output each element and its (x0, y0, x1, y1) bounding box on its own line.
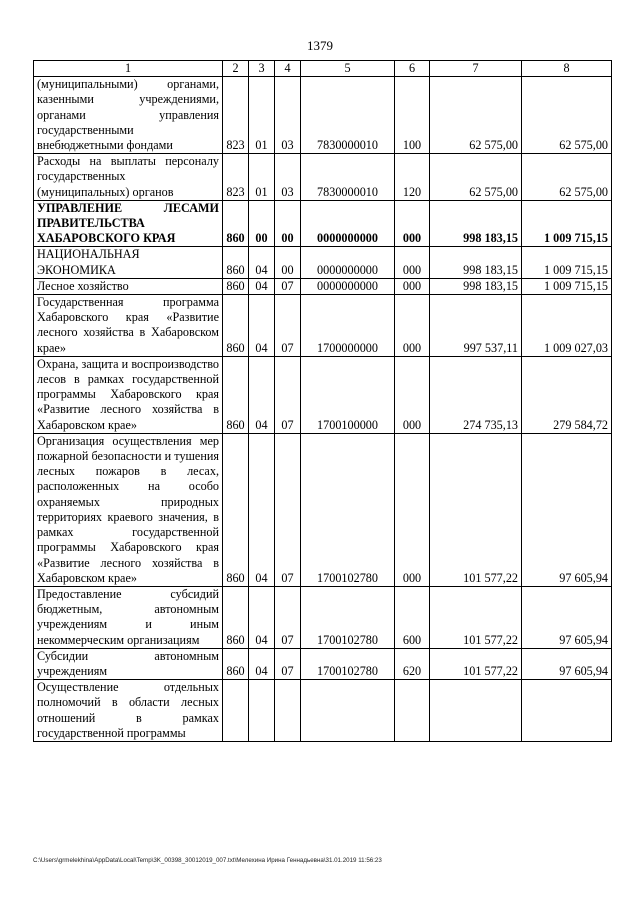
amount-year1-cell: 101 577,22 (430, 648, 522, 679)
column-header: 4 (275, 61, 301, 77)
ved-code-cell: 860 (223, 278, 249, 294)
expense-type-cell: 000 (395, 200, 430, 247)
target-article-cell: 1700102780 (301, 586, 395, 648)
amount-year2-cell: 97 605,94 (522, 586, 612, 648)
row-name-cell: Организация осуществления мер пожарной безопасности и тушения лесных пожаров в лесах, расположенных на особо охраняемых природных территориях краевого значения, в рамках государственной программы Хабаровского края «Развитие лесного хозяйства в Хабаровском крае» (34, 433, 223, 586)
subsection-code-cell: 03 (275, 154, 301, 201)
section-code-cell: 01 (249, 154, 275, 201)
amount-year2-cell: 1 009 715,15 (522, 278, 612, 294)
amount-year2-cell: 1 009 715,15 (522, 200, 612, 247)
amount-year2-cell: 279 584,72 (522, 356, 612, 433)
amount-year1-cell (430, 680, 522, 742)
section-code-cell: 04 (249, 278, 275, 294)
section-code-cell: 04 (249, 247, 275, 278)
target-article-cell (301, 680, 395, 742)
amount-year2-cell: 62 575,00 (522, 154, 612, 201)
expense-type-cell: 620 (395, 648, 430, 679)
subsection-code-cell (275, 680, 301, 742)
row-name-cell: Лесное хозяйство (34, 278, 223, 294)
subsection-code-cell: 07 (275, 295, 301, 357)
table-body (34, 77, 612, 742)
amount-year2-cell (522, 680, 612, 742)
target-article-cell: 0000000000 (301, 200, 395, 247)
file-path-footer: C:\Users\grmelekhina\AppData\Local\Temp\3K_00398_30012019_007.txt\Мелехина Ирина Геннадьевна\31.01.2019 11:56:23 (33, 857, 382, 864)
table-row (34, 247, 612, 278)
table-row (34, 356, 612, 433)
subsection-code-cell: 07 (275, 278, 301, 294)
row-name-cell: Охрана, защита и воспроизводство лесов в рамках государственной программы Хабаровского края «Развитие лесного хозяйства в Хабаровском крае» (34, 356, 223, 433)
expense-type-cell: 000 (395, 295, 430, 357)
subsection-code-cell: 03 (275, 77, 301, 154)
target-article-cell: 7830000010 (301, 77, 395, 154)
header-row (34, 61, 612, 77)
expense-type-cell (395, 680, 430, 742)
expense-type-cell: 100 (395, 77, 430, 154)
row-name-cell: Субсидии автономным учреждениям (34, 648, 223, 679)
section-code-cell: 04 (249, 295, 275, 357)
target-article-cell: 0000000000 (301, 278, 395, 294)
ved-code-cell: 823 (223, 154, 249, 201)
section-code-cell: 01 (249, 77, 275, 154)
target-article-cell: 1700100000 (301, 356, 395, 433)
ved-code-cell: 860 (223, 648, 249, 679)
subsection-code-cell: 00 (275, 247, 301, 278)
ved-code-cell: 860 (223, 356, 249, 433)
table-row (34, 200, 612, 247)
amount-year1-cell: 101 577,22 (430, 433, 522, 586)
table-row (34, 295, 612, 357)
subsection-code-cell: 07 (275, 586, 301, 648)
section-code-cell: 00 (249, 200, 275, 247)
column-header: 7 (430, 61, 522, 77)
section-code-cell: 04 (249, 648, 275, 679)
amount-year2-cell: 62 575,00 (522, 77, 612, 154)
row-name-cell: (муниципальными) органами, казенными учреждениями, органами управления государственными внебюджетными фондами (34, 77, 223, 154)
table-row (34, 680, 612, 742)
row-name-cell: Государственная программа Хабаровского края «Развитие лесного хозяйства в Хабаровском крае» (34, 295, 223, 357)
ved-code-cell: 860 (223, 295, 249, 357)
column-header: 5 (301, 61, 395, 77)
amount-year1-cell: 62 575,00 (430, 154, 522, 201)
table-row (34, 433, 612, 586)
amount-year1-cell: 997 537,11 (430, 295, 522, 357)
row-name-cell: НАЦИОНАЛЬНАЯ ЭКОНОМИКА (34, 247, 223, 278)
row-name-cell: Осуществление отдельных полномочий в области лесных отношений в рамках государственной программы (34, 680, 223, 742)
amount-year1-cell: 998 183,15 (430, 247, 522, 278)
expense-type-cell: 000 (395, 278, 430, 294)
expense-type-cell: 000 (395, 433, 430, 586)
table-row (34, 154, 612, 201)
amount-year2-cell: 1 009 027,03 (522, 295, 612, 357)
column-header: 6 (395, 61, 430, 77)
ved-code-cell: 860 (223, 586, 249, 648)
amount-year2-cell: 97 605,94 (522, 433, 612, 586)
table-row (34, 77, 612, 154)
row-name-cell: Расходы на выплаты персоналу государственных (муниципальных) органов (34, 154, 223, 201)
expense-type-cell: 600 (395, 586, 430, 648)
table-row (34, 586, 612, 648)
column-header: 1 (34, 61, 223, 77)
amount-year1-cell: 998 183,15 (430, 200, 522, 247)
row-name-cell: УПРАВЛЕНИЕ ЛЕСАМИ ПРАВИТЕЛЬСТВА ХАБАРОВСКОГО КРАЯ (34, 200, 223, 247)
subsection-code-cell: 07 (275, 648, 301, 679)
target-article-cell: 1700102780 (301, 433, 395, 586)
target-article-cell: 7830000010 (301, 154, 395, 201)
column-header: 3 (249, 61, 275, 77)
section-code-cell (249, 680, 275, 742)
subsection-code-cell: 07 (275, 356, 301, 433)
section-code-cell: 04 (249, 586, 275, 648)
amount-year2-cell: 1 009 715,15 (522, 247, 612, 278)
budget-table (33, 60, 612, 742)
expense-type-cell: 000 (395, 356, 430, 433)
expense-type-cell: 120 (395, 154, 430, 201)
amount-year2-cell: 97 605,94 (522, 648, 612, 679)
ved-code-cell: 823 (223, 77, 249, 154)
row-name-cell: Предоставление субсидий бюджетным, автономным учреждениям и иным некоммерческим организациям (34, 586, 223, 648)
subsection-code-cell: 07 (275, 433, 301, 586)
amount-year1-cell: 62 575,00 (430, 77, 522, 154)
section-code-cell: 04 (249, 433, 275, 586)
column-header: 8 (522, 61, 612, 77)
expense-type-cell: 000 (395, 247, 430, 278)
column-header: 2 (223, 61, 249, 77)
target-article-cell: 0000000000 (301, 247, 395, 278)
ved-code-cell: 860 (223, 247, 249, 278)
amount-year1-cell: 998 183,15 (430, 278, 522, 294)
amount-year1-cell: 274 735,13 (430, 356, 522, 433)
amount-year1-cell: 101 577,22 (430, 586, 522, 648)
ved-code-cell: 860 (223, 433, 249, 586)
target-article-cell: 1700102780 (301, 648, 395, 679)
ved-code-cell: 860 (223, 200, 249, 247)
section-code-cell: 04 (249, 356, 275, 433)
table-row (34, 278, 612, 294)
subsection-code-cell: 00 (275, 200, 301, 247)
target-article-cell: 1700000000 (301, 295, 395, 357)
table-row (34, 648, 612, 679)
page-number: 1379 (307, 38, 333, 53)
ved-code-cell (223, 680, 249, 742)
